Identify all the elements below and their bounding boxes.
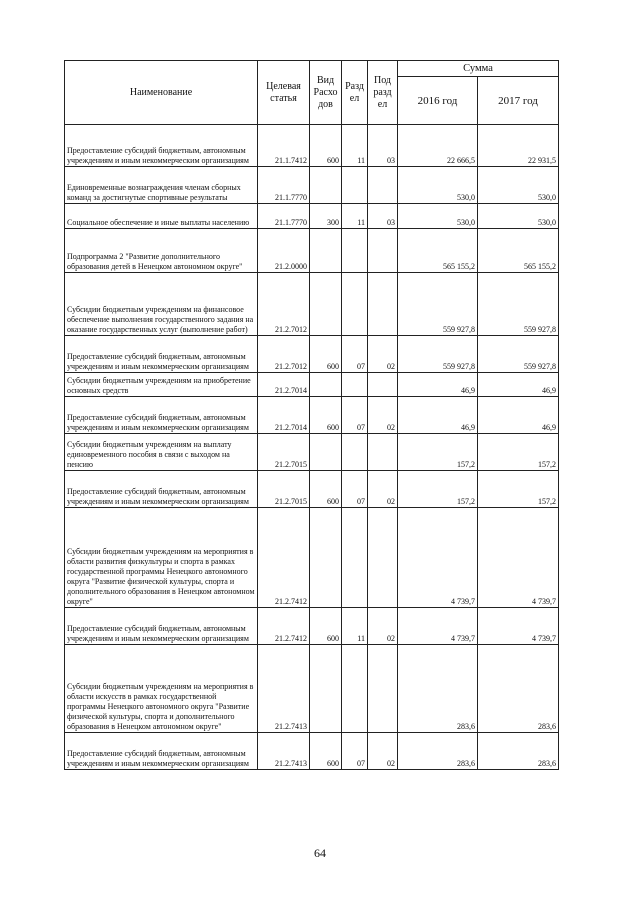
row-expense-type: 600 — [310, 471, 342, 508]
row-name: Субсидии бюджетным учреждениям на приобретение основных средств — [65, 373, 258, 397]
row-subsection — [368, 167, 398, 204]
table-row — [65, 608, 559, 645]
row-target-article: 21.2.7014 — [258, 373, 310, 397]
row-section — [342, 167, 368, 204]
row-section: 07 — [342, 397, 368, 434]
row-subsection: 02 — [368, 608, 398, 645]
row-expense-type: 600 — [310, 397, 342, 434]
row-name: Субсидии бюджетным учреждениям на финансовое обеспечение выполнения государственного задания на оказание государственных услуг (выполнение работ) — [65, 273, 258, 336]
row-sum-2016: 22 666,5 — [398, 125, 478, 167]
row-expense-type — [310, 508, 342, 608]
row-subsection — [368, 508, 398, 608]
row-sum-2017: 283,6 — [478, 733, 559, 770]
row-target-article: 21.1.7770 — [258, 204, 310, 229]
row-subsection — [368, 273, 398, 336]
header-section: Разд ел — [342, 61, 368, 125]
row-expense-type — [310, 167, 342, 204]
row-sum-2016: 4 739,7 — [398, 508, 478, 608]
table-row — [65, 434, 559, 471]
row-target-article: 21.1.7412 — [258, 125, 310, 167]
table-row — [65, 336, 559, 373]
row-section: 11 — [342, 204, 368, 229]
row-name: Субсидии бюджетным учреждениям на выплату единовременного пособия в связи с выходом на пенсию — [65, 434, 258, 471]
row-name: Подпрограмма 2 "Развитие дополнительного образования детей в Ненецком автономном округе" — [65, 229, 258, 273]
row-name: Предоставление субсидий бюджетным, автономным учреждениям и иным некоммерческим организациям — [65, 336, 258, 373]
row-expense-type — [310, 229, 342, 273]
row-section: 07 — [342, 336, 368, 373]
row-target-article: 21.2.7014 — [258, 397, 310, 434]
row-sum-2016: 565 155,2 — [398, 229, 478, 273]
row-target-article: 21.2.7413 — [258, 645, 310, 733]
row-target-article: 21.2.7412 — [258, 608, 310, 645]
budget-table — [64, 60, 559, 770]
row-subsection: 02 — [368, 397, 398, 434]
row-sum-2016: 157,2 — [398, 471, 478, 508]
row-sum-2016: 559 927,8 — [398, 273, 478, 336]
row-subsection: 02 — [368, 733, 398, 770]
row-sum-2017: 157,2 — [478, 471, 559, 508]
header-subsection: Под разд ел — [368, 61, 398, 125]
row-section — [342, 373, 368, 397]
header-sum: Сумма — [398, 61, 559, 77]
row-section: 07 — [342, 471, 368, 508]
row-sum-2016: 530,0 — [398, 167, 478, 204]
row-expense-type — [310, 434, 342, 471]
row-subsection: 03 — [368, 125, 398, 167]
row-sum-2016: 530,0 — [398, 204, 478, 229]
row-target-article: 21.2.7413 — [258, 733, 310, 770]
header-year-2016: 2016 год — [398, 77, 478, 125]
row-sum-2016: 4 739,7 — [398, 608, 478, 645]
row-target-article: 21.2.7012 — [258, 273, 310, 336]
header-year-2017: 2017 год — [478, 77, 559, 125]
row-sum-2016: 283,6 — [398, 645, 478, 733]
row-target-article: 21.2.7015 — [258, 434, 310, 471]
row-sum-2017: 530,0 — [478, 204, 559, 229]
header-name: Наименование — [65, 61, 258, 125]
row-sum-2017: 559 927,8 — [478, 273, 559, 336]
row-sum-2017: 283,6 — [478, 645, 559, 733]
row-expense-type: 600 — [310, 608, 342, 645]
table-row — [65, 167, 559, 204]
row-name: Субсидии бюджетным учреждениям на мероприятия в области искусств в рамках государственной программы Ненецкого автономного округа "Развитие физической культуры, спорта и дополнительного образования в Ненецком автономном округе" — [65, 645, 258, 733]
row-section: 11 — [342, 125, 368, 167]
row-target-article: 21.2.7012 — [258, 336, 310, 373]
row-target-article: 21.2.7412 — [258, 508, 310, 608]
row-expense-type: 600 — [310, 733, 342, 770]
table-row — [65, 229, 559, 273]
row-sum-2017: 4 739,7 — [478, 608, 559, 645]
table-row — [65, 471, 559, 508]
row-expense-type — [310, 273, 342, 336]
row-name: Предоставление субсидий бюджетным, автономным учреждениям и иным некоммерческим организациям — [65, 608, 258, 645]
row-subsection — [368, 373, 398, 397]
row-sum-2017: 559 927,8 — [478, 336, 559, 373]
row-sum-2017: 22 931,5 — [478, 125, 559, 167]
row-name: Предоставление субсидий бюджетным, автономным учреждениям и иным некоммерческим организациям — [65, 397, 258, 434]
row-target-article: 21.1.7770 — [258, 167, 310, 204]
row-expense-type — [310, 373, 342, 397]
row-section: 11 — [342, 608, 368, 645]
row-sum-2016: 283,6 — [398, 733, 478, 770]
row-name: Предоставление субсидий бюджетным, автономным учреждениям и иным некоммерческим организациям — [65, 471, 258, 508]
row-subsection — [368, 645, 398, 733]
row-name: Социальное обеспечение и иные выплаты населению — [65, 204, 258, 229]
header-target-article: Целевая статья — [258, 61, 310, 125]
row-sum-2017: 46,9 — [478, 397, 559, 434]
table-row — [65, 204, 559, 229]
row-sum-2017: 46,9 — [478, 373, 559, 397]
header-expense-type: Вид Расхо дов — [310, 61, 342, 125]
row-target-article: 21.2.7015 — [258, 471, 310, 508]
row-section — [342, 645, 368, 733]
row-sum-2017: 565 155,2 — [478, 229, 559, 273]
row-sum-2017: 4 739,7 — [478, 508, 559, 608]
table-row — [65, 397, 559, 434]
page-number: 64 — [314, 846, 326, 860]
row-section — [342, 273, 368, 336]
row-expense-type: 300 — [310, 204, 342, 229]
row-sum-2016: 46,9 — [398, 397, 478, 434]
row-name: Единовременные вознаграждения членам сборных команд за достигнутые спортивные результаты — [65, 167, 258, 204]
row-section — [342, 508, 368, 608]
row-section — [342, 434, 368, 471]
row-sum-2016: 559 927,8 — [398, 336, 478, 373]
row-sum-2017: 157,2 — [478, 434, 559, 471]
table-row — [65, 125, 559, 167]
table-row — [65, 273, 559, 336]
row-name: Предоставление субсидий бюджетным, автономным учреждениям и иным некоммерческим организациям — [65, 125, 258, 167]
row-expense-type — [310, 645, 342, 733]
row-sum-2017: 530,0 — [478, 167, 559, 204]
row-expense-type: 600 — [310, 336, 342, 373]
row-sum-2016: 46,9 — [398, 373, 478, 397]
row-subsection: 02 — [368, 471, 398, 508]
row-subsection: 03 — [368, 204, 398, 229]
table-body — [65, 125, 559, 770]
table-row — [65, 733, 559, 770]
row-name: Предоставление субсидий бюджетным, автономным учреждениям и иным некоммерческим организациям — [65, 733, 258, 770]
table-row — [65, 645, 559, 733]
table-row — [65, 508, 559, 608]
row-sum-2016: 157,2 — [398, 434, 478, 471]
row-section: 07 — [342, 733, 368, 770]
table-row — [65, 373, 559, 397]
row-subsection — [368, 434, 398, 471]
row-section — [342, 229, 368, 273]
row-subsection — [368, 229, 398, 273]
row-expense-type: 600 — [310, 125, 342, 167]
row-subsection: 02 — [368, 336, 398, 373]
row-name: Субсидии бюджетным учреждениям на мероприятия в области развития физкультуры и спорта в рамках государственной программы Ненецкого автономного округа "Развитие физической культуры, спорта и дополнительного образования в Ненецком автономном округе" — [65, 508, 258, 608]
row-target-article: 21.2.0000 — [258, 229, 310, 273]
